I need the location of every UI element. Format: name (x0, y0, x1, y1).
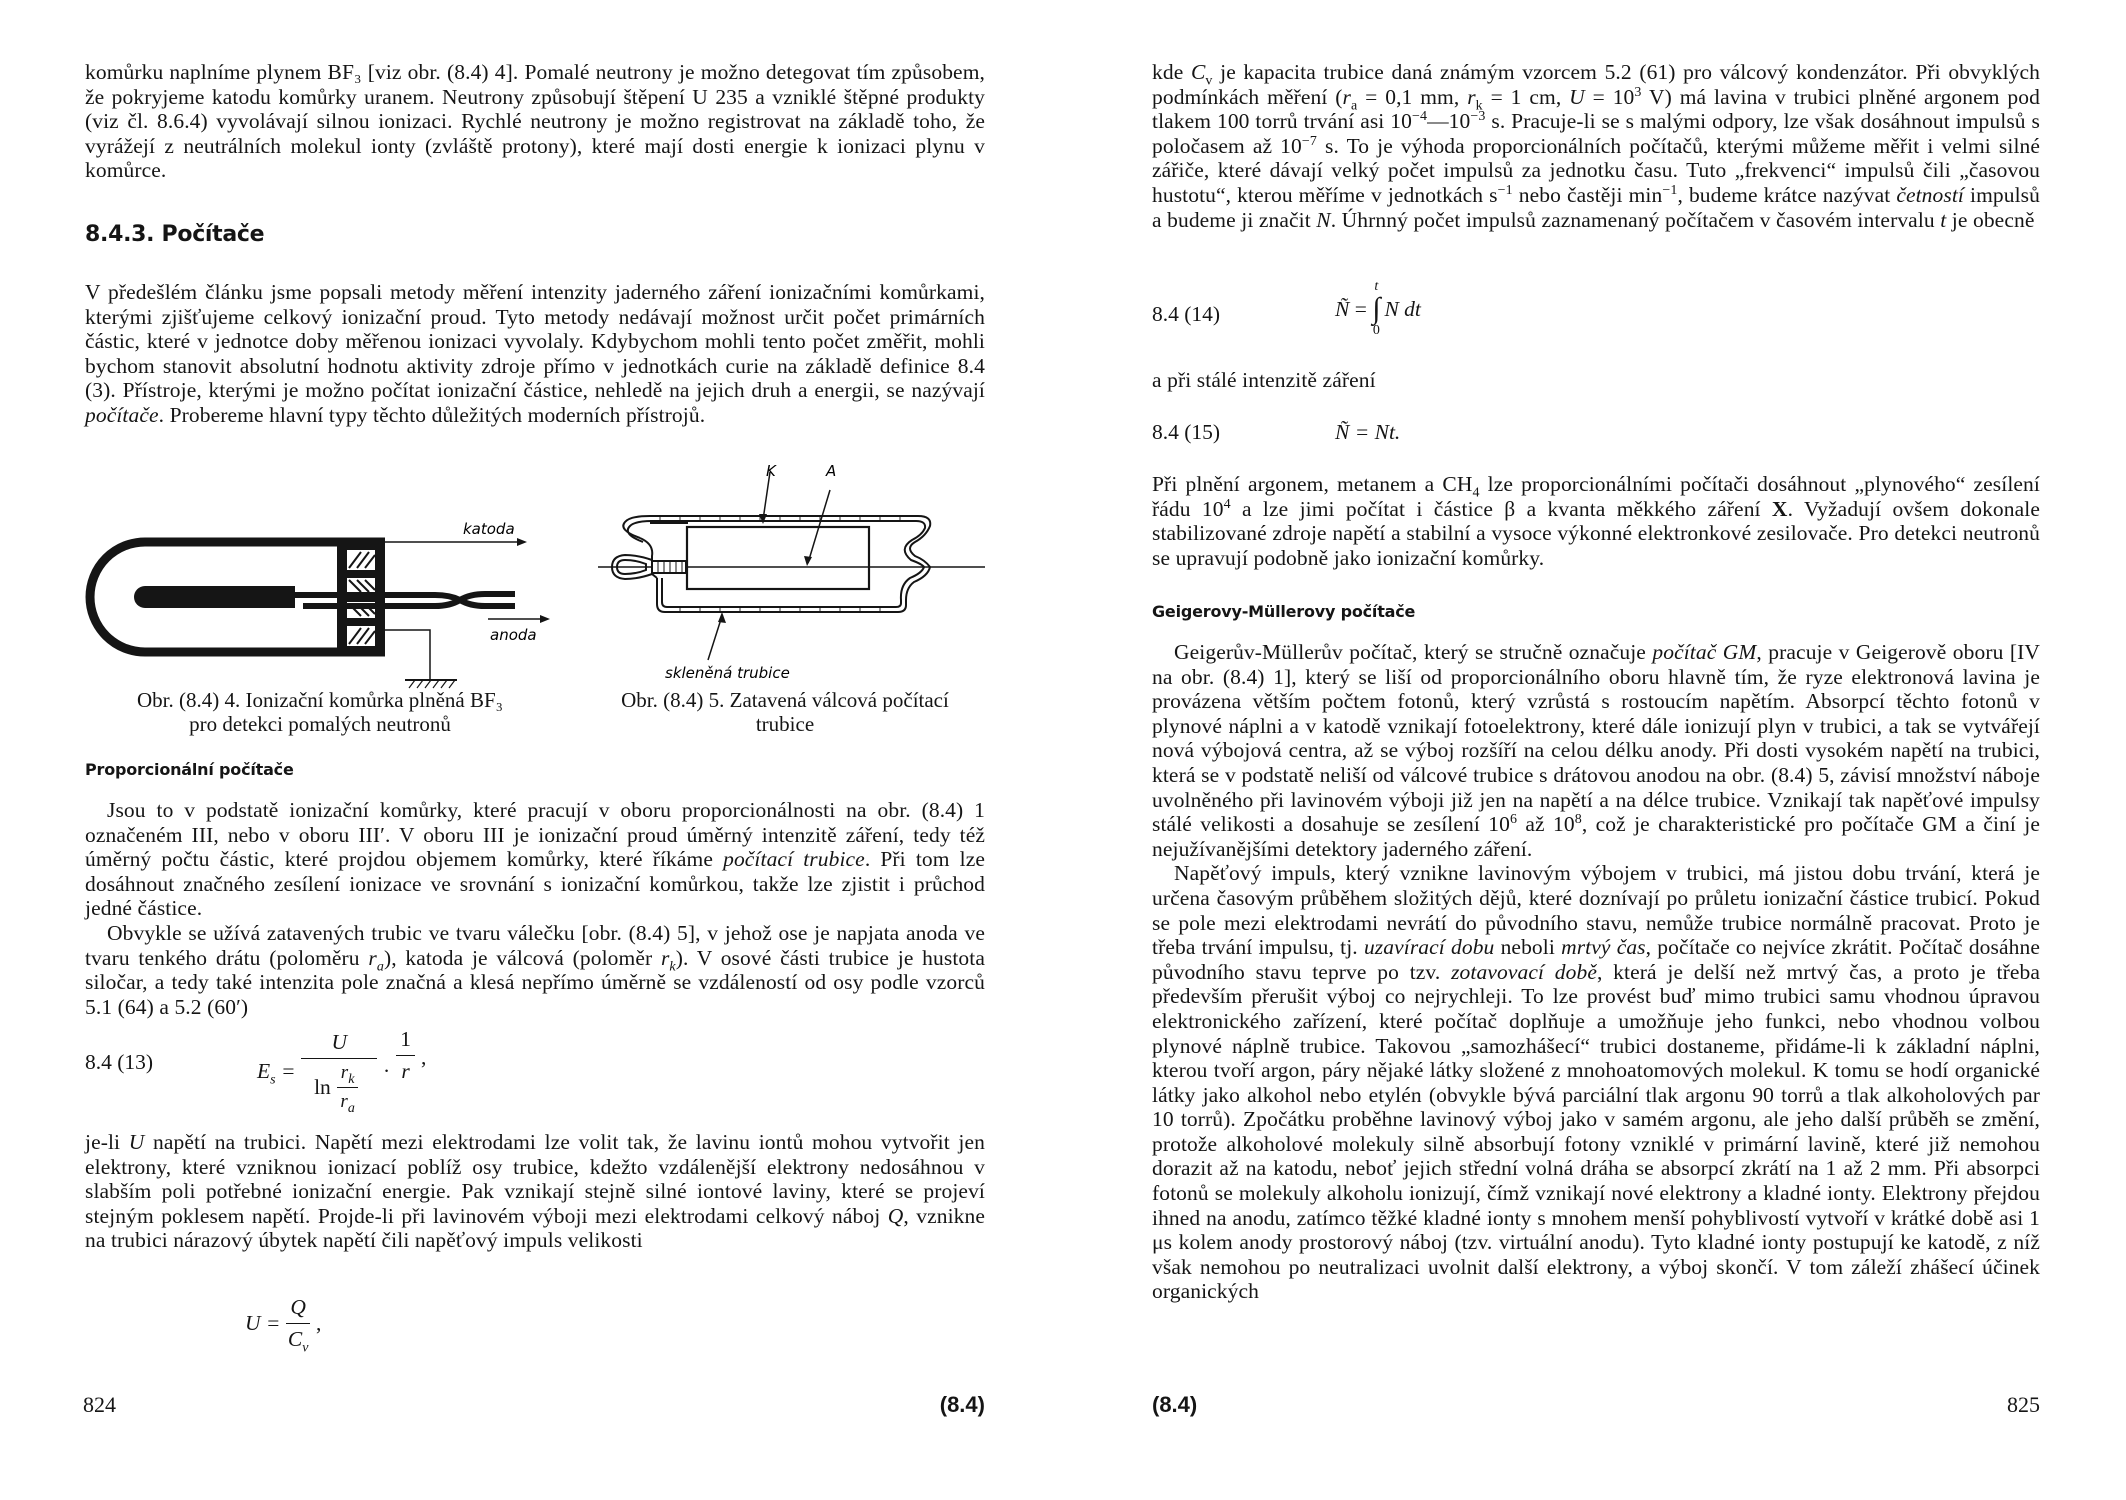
paragraph-gm-2: Napěťový impuls, který vznikne lavinovým výbojem v trubici, má jistou dobu trvání, která je určena časovým průběhem složitých dějů, které doznívají po průletu ionizační částice trubicí. Pokud se pole mezi elektrodami nevrátí do původního stavu, nemůže trubice normálně pracovat. Proto je třeba trvání impulsu, tj. uzavírací dobu neboli mrtvý čas, počítače co nejvíce zkrátit. Počítač dosáhne původního stavu teprve po tzv. zotavovací době, která je delší než mrtvý čas, a proto je třeba především přerušit výboj co nejrychleji. To lze provést buď mimo trubici samu vhodnou úpravou elektronického zařízení, které počítač doplňuje a umožňuje jeho funkci, nebo vhodnou volbou plynové náplně trubice. Takovou „samozhášecí“ trubici dostaneme, přidáme-li k základní náplni, kterou tvoří argon, páry nějaké látky složené z mnohoatomových molekul. K tomu se hodí organické látky jako alkohol nebo etylén (obvykle bývá parciální tlak argonu 90 torrů a tlak alkoholových par 10 torrů). Zpočátku proběhne lavinový výboj jako v samém argonu, ale jeho další průběh se změní, protože alkoholové molekuly silně absorbují fotony vzniklé v primární lavině, které již nemohou dorazit až na katodu, neboť jejich střední volná dráha se absorpcí zkrátí na 1 až 2 mm. Při absorpci fotonů se molekuly alkoholu ionizují, čímž vznikají nové elektrony a kladné ionty. Elektrony přejdou ihned na anodu, zatímco těžké kladné ionty s mnohem menší pohyblivostí vytvoří v krátké době asi 1 μs kolem anody prostorový náboj (tzv. virtuální anodu). Tyto kladné ionty postupují ke katodě, z níž však nemohou po neutralizaci uvolnit další elektrony, a výboj skončí. V tom záleží zhášecí účinek organických (1152, 861, 2040, 1304)
sealed-counter-tube-diagram (580, 460, 1000, 680)
paragraph-proportional-2: Obvykle se užívá zatavených trubic ve tvaru válečku [obr. (8.4) 5], v jehož ose je napjata anoda ve tvaru tenkého drátu (poloměru $r_a$), katoda je válcová (poloměr $r_k$). V osové části trubice je hustota siločar, a tedy také intenzita pole značná a klesá nepřímo úměrně se vzdáleností od osy podle vzorců 5.1 (64) a 5.2 (60′) (85, 920, 985, 1019)
label-a: A (826, 462, 837, 480)
label-anoda: anoda (490, 626, 537, 644)
figure-5 (580, 460, 1000, 680)
page-number-right: 825 (2007, 1392, 2040, 1417)
ionization-chamber-diagram (85, 520, 555, 695)
figure-5-caption: Obr. (8.4) 5. Zatavená válcová počítací trubice (621, 688, 949, 736)
term-pocitace: počítače (85, 402, 159, 427)
geiger-muller-paragraphs (1152, 640, 2040, 1304)
section-heading: 8.4.3. Počítače (85, 222, 265, 247)
proportional-paragraphs (85, 798, 985, 1019)
paragraph-gm-1: Geigerův-Müllerův počítač, který se stručně označuje počítač GM, pracuje v Geigerově oboru [IV na obr. (8.4) 1], který se liší od proporcionálního oboru hlavně tím, že ryze elektronová lavina je provázena větším počtem fotonů, který vzrůstá s rostoucím napětím. Absorpcí těchto fotonů v plynové náplni a v katodě vznikají fotoelektrony, které dále ionizují plyn v trubici, a tak se vytvářejí nová výbojová centra, až se výboj rozšíří na celou délku anody. Při dosti vysokém napětí na trubici, která se v podstatě neliší od válcové trubice s drátovou anodou na obr. (8.4) 5, závisí množství náboje uvolněného při lavinovém výboji již jen na napětí a na délce trubice. Vznikají tak napěťové impulsy stálé velikosti a dosahuje se zesílení $10^6$ až $10^8$, což je charakteristické pro počítače GM a činí je nejužívanějšími detektory jaderného záření. (1152, 640, 2040, 861)
paragraph-bf3-neutrons: komůrku naplníme plynem BF₃ [viz obr. (8.4) 4]. Pomalé neutrony je možno detegovat tím způsobem, že pokryjeme katodu komůrky uranem. Neutrony způsobují štěpení U 235 a vzniklé štěpné produkty (viz čl. 8.6.4) vyvolávají silnou ionizaci. Rychlé neutrony je možno registrovat na základě toho, že vyrážejí z neutrálních molekul ionty (zvláště protony), které mají dosti energie k ionizaci plynu v komůrce. (85, 60, 985, 183)
figure-4-caption: Obr. (8.4) 4. Ionizační komůrka plněná BF₃ pro detekci pomalých neutronů (137, 688, 503, 736)
label-k: K (766, 462, 776, 480)
paragraph-voltage: je-li U napětí na trubici. Napětí mezi elektrodami lze volit tak, že lavinu iontů mohou vytvořit jen elektrony, které vzniknou ionizací poblíž osy trubice, kdežto vzdálenější elektrony nedosáhnou v slabším poli potřebné ionizační energie. Pak vznikají stejně silné iontové laviny, které se projeví stejným poklesem napětí. Projde-li při lavinovém výboji mezi elektrodami celkový náboj Q, vznikne na trubici nárazový úbytek napětí čili napěťový impuls velikosti (85, 1130, 985, 1253)
equation-14-label: 8.4 (14) (1152, 302, 1221, 326)
running-section-left: (8.4) (939, 1392, 985, 1417)
opening-paragraph (85, 60, 985, 183)
running-section-right: (8.4) (1152, 1392, 1198, 1417)
paragraph-capacitance: kde $C_v$ je kapacita trubice daná známým vzorcem 5.2 (61) pro válcový kondenzátor. Při obvyklých podmínkách měření ($r_a = 0,1$ mm, $r_k = 1$ cm, $U = 10^3$ V) má lavina v trubici plněné argonem pod tlakem 100 torrů trvání asi $10^{-4}—10^{-3}$ s. Pracuje-li se s malými odpory, lze však dosáhnout impulsů s poločasem až $10^{-7}$ s. To je výhoda proporcionálních počítačů, kterými můžeme měřit i velmi silné zářiče, které dávají velký počet impulsů za jednotku času. Tuto „frekvenci“ impulsů čili „časovou hustotu“, kterou měříme v jednotkách $s^{-1}$ nebo častěji $\min^{-1}$, budeme krátce nazývat četností impulsů a budeme ji značit N. Úhrnný počet impulsů zaznamenaný počítačem v časovém intervalu t je obecně (1152, 60, 2041, 232)
equation-voltage-impulse: U = $\frac{Q}{C_v}$ , (245, 1295, 322, 1356)
integral-sign: ∫ (1372, 292, 1381, 325)
intro-paragraph: V předešlém článku jsme popsali metody měření intenzity jaderného záření ionizačními komůrkami, kterými zjišťujeme celkový ionizační proud. Tyto metody nedávají možnost určit počet primárních částic, které v jednotce doby měřenou ionizaci vyvolaly. Kdybychom mohli tento počet změřit, mohli bychom stanovit absolutní hodnotu aktivity zdroje přímo v jednotkách curie na základě definice 8.4 (3). Přístroje, kterými je možno počítat ionizační částice, nehledě na jejich druh a energii, se nazývají počítače. Probereme hlavní typy těchto důležitých moderních přístrojů. (85, 280, 985, 427)
label-glass-tube: skleněná trubice (665, 664, 790, 680)
subheading-geiger-muller: Geigerovy-Müllerovy počítače (1152, 602, 1416, 621)
equation-13: 8.4 (13) $E_s$ = U ln $\frac{r_k}{r_a}$ · $\frac{1}{r}$ , (85, 1027, 427, 1116)
label-katoda: katoda (463, 520, 515, 538)
page-number-left: 824 (83, 1392, 116, 1417)
subheading-proportional: Proporcionální počítače (85, 760, 294, 779)
paragraph-argon-methane: Při plnění argonem, metanem a $CH_4$ lze proporcionálními počítači dosáhnout „plynového“ zesílení řádu $10^4$ a lze jimi počítat i částice β a kvanta měkkého záření X. Vyžadují ovšem dokonale stabilizované zdroje napětí a stabilní a vysoce výkonné elektronkové zesilovače. Pro detekci neutronů se upravují podobně jako ionizační komůrky. (1152, 472, 2040, 570)
equation-15-label: 8.4 (15) (1152, 420, 1221, 444)
equation-14: 8.4 (14) Ñ = t ∫ 0 N dt (1152, 279, 1421, 338)
figure-4 (85, 520, 555, 695)
text-constant-intensity: a při stálé intenzitě záření (1152, 368, 1376, 392)
paragraph-proportional-1: Jsou to v podstatě ionizační komůrky, které pracují v oboru proporcionálnosti na obr. (8.4) 1 označeném III, nebo v oboru III′. V oboru III je ionizační proud úměrný intenzitě záření, tedy též úměrný počtu částic, které projdou objemem komůrky, které říkáme počítací trubice. Při tom lze dosáhnout značného zesílení ionizace ve srovnání s ionizační komůrkou, takže lze zjistit i průchod jedné částice. (85, 798, 985, 921)
equation-13-label: 8.4 (13) (85, 1050, 154, 1074)
